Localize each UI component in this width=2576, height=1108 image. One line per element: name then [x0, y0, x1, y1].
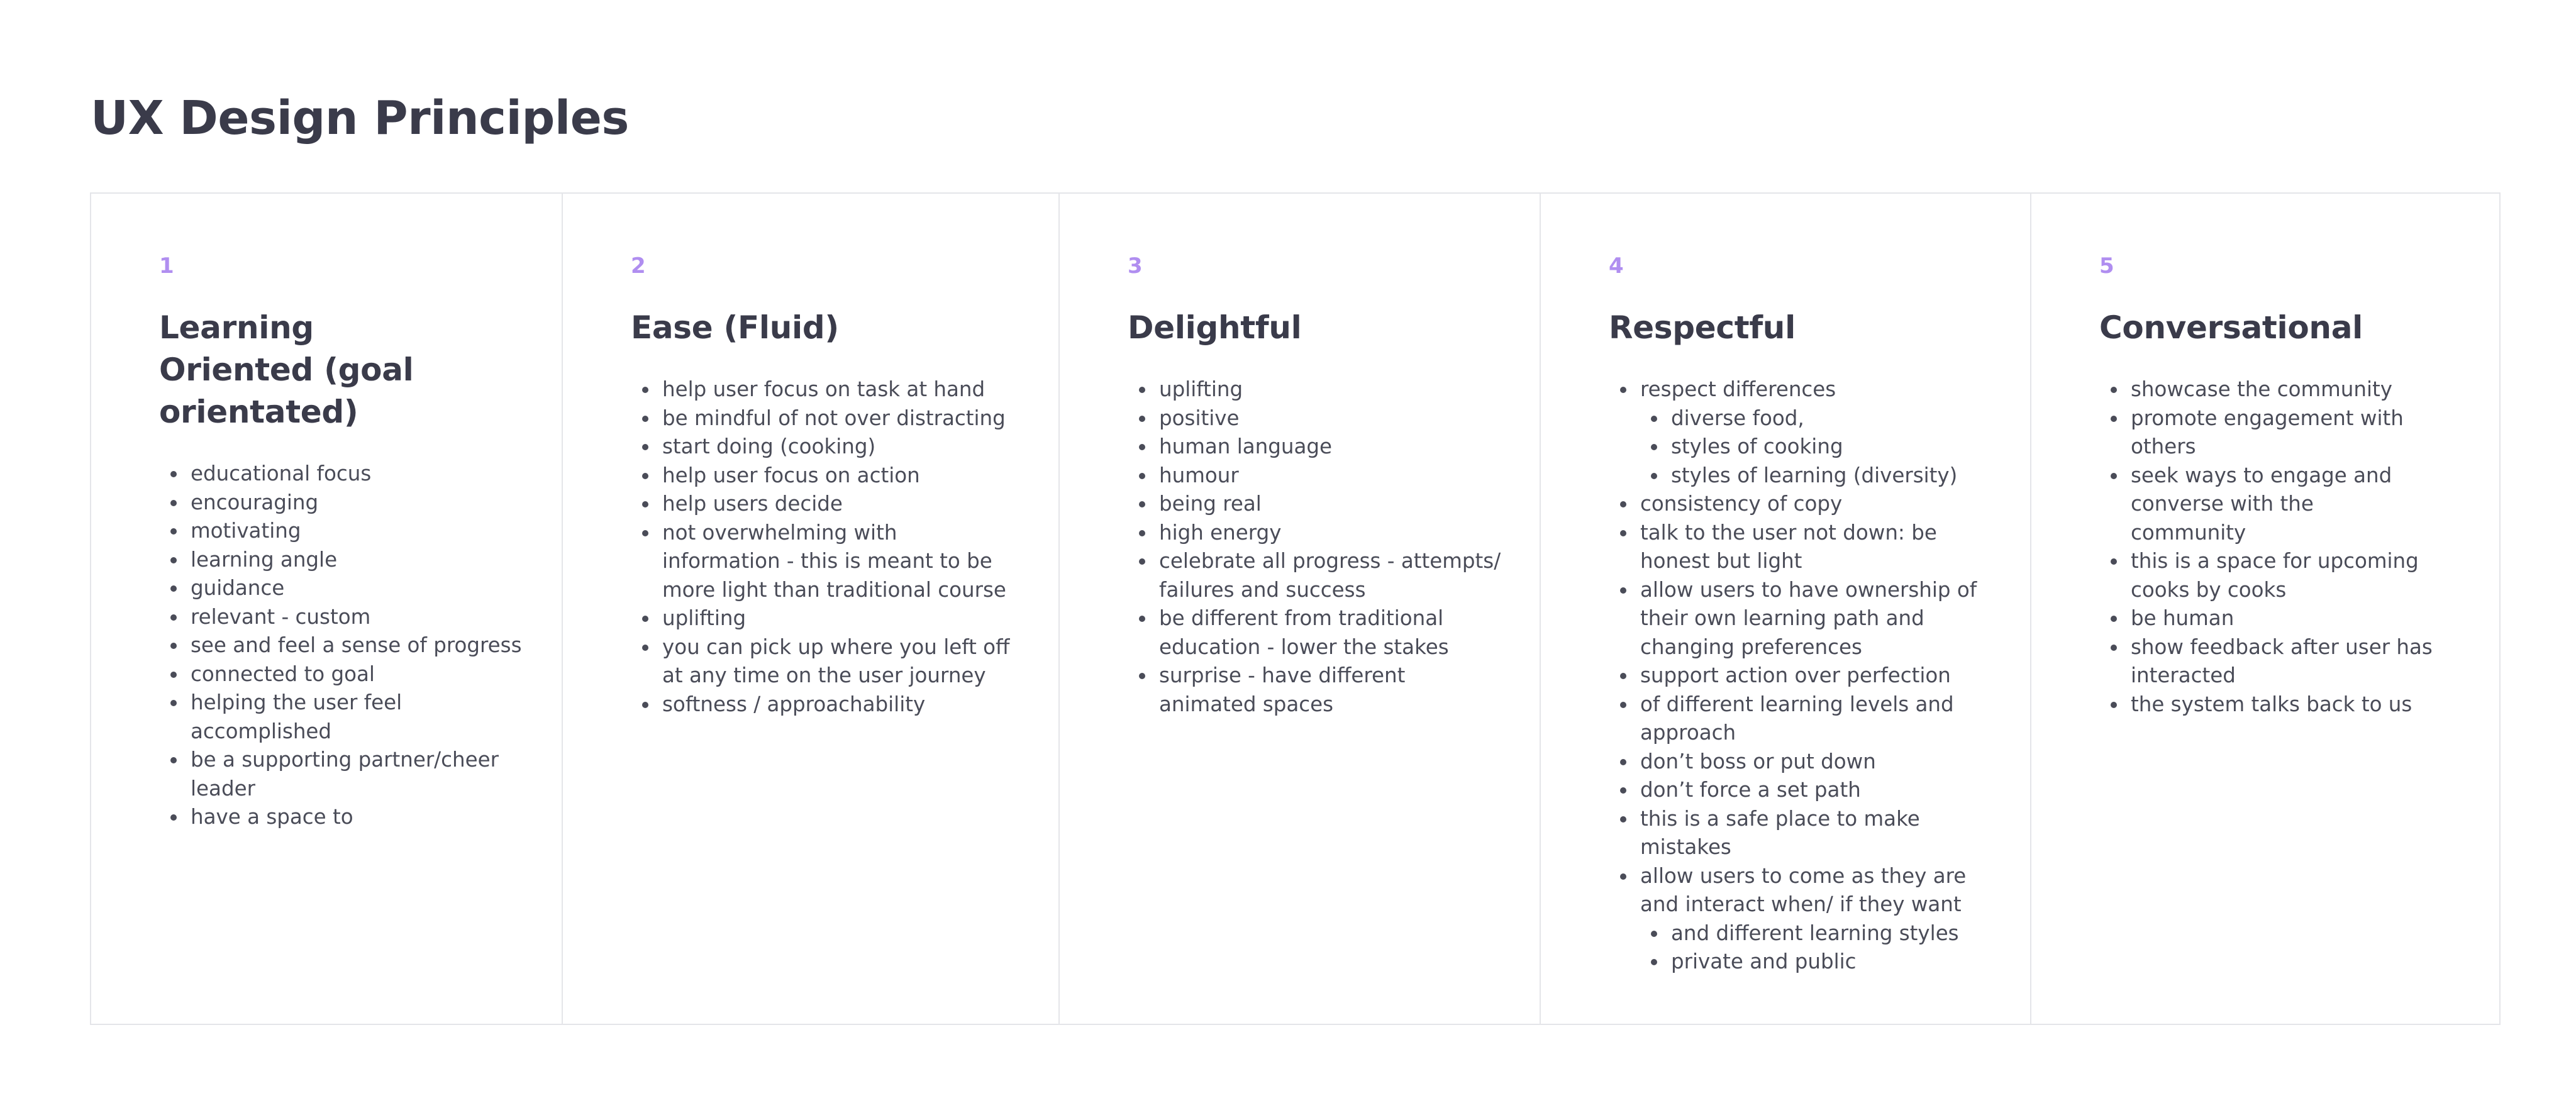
list-item: don’t force a set path [1609, 776, 1992, 805]
list-item: be mindful of not over distracting [631, 404, 1021, 433]
list-item: seek ways to engage and converse with the community [2099, 462, 2433, 548]
list-item: be human [2099, 604, 2433, 633]
list-item: humour [1128, 462, 1502, 490]
principle-list [631, 375, 1021, 719]
principle-card-3 [1060, 194, 1541, 1024]
principle-number: 1 [159, 253, 174, 279]
principle-number: 3 [1128, 253, 1143, 279]
list-item: you can pick up where you left off at any time on the user journey [631, 633, 1021, 690]
list-item: promote engagement with others [2099, 404, 2433, 462]
list-item: uplifting [631, 604, 1021, 633]
principle-list [1609, 375, 1992, 977]
list-item: this is a safe place to make mistakes [1609, 805, 1992, 862]
list-item: learning angle [159, 546, 524, 575]
list-item: surprise - have different animated spaces [1128, 662, 1502, 719]
principle-card-4 [1541, 194, 2031, 1024]
principle-card-1 [91, 194, 563, 1024]
list-item: this is a space for upcoming cooks by cooks [2099, 547, 2433, 604]
list-item: motivating [159, 517, 524, 546]
list-item: encouraging [159, 489, 524, 518]
list-item: start doing (cooking) [631, 433, 1021, 462]
list-item: consistency of copy [1609, 490, 1992, 519]
list-item: talk to the user not down: be honest but light [1609, 519, 1992, 576]
list-item: don’t boss or put down [1609, 748, 1992, 777]
principle-title: Delightful [1128, 309, 1302, 346]
sub-list-item: styles of learning (diversity) [1609, 462, 1992, 490]
list-item: high energy [1128, 519, 1502, 548]
principle-number: 5 [2099, 253, 2114, 279]
list-item: allow users to have ownership of their own learning path and changing preferences [1609, 576, 1992, 662]
list-item: connected to goal [159, 660, 524, 689]
principle-title: Ease (Fluid) [631, 309, 839, 346]
list-item: help user focus on task at hand [631, 375, 1021, 404]
list-item: be different from traditional education - lower the stakes [1128, 604, 1502, 662]
list-item: uplifting [1128, 375, 1502, 404]
list-item: be a supporting partner/cheer leader [159, 746, 524, 803]
principle-list [2099, 375, 2433, 719]
principle-card-5 [2031, 194, 2499, 1024]
principle-title: Learning Oriented (goal orientated) [159, 309, 414, 430]
list-item: show feedback after user has interacted [2099, 633, 2433, 690]
principle-number: 2 [631, 253, 646, 279]
sub-list-item: styles of cooking [1609, 433, 1992, 462]
principle-title: Conversational [2099, 309, 2363, 346]
list-item: respect differences [1609, 375, 1992, 404]
sub-list-item: and different learning styles [1609, 919, 1992, 948]
sub-list-item: private and public [1609, 948, 1992, 977]
principle-list [159, 460, 524, 832]
list-item: helping the user feel accomplished [159, 689, 524, 746]
principle-number: 4 [1609, 253, 1624, 279]
list-item: positive [1128, 404, 1502, 433]
sub-list-item: diverse food, [1609, 404, 1992, 433]
page-title: UX Design Principles [91, 91, 629, 145]
list-item: help user focus on action [631, 462, 1021, 490]
list-item: have a space to [159, 803, 524, 832]
list-item: see and feel a sense of progress [159, 631, 524, 660]
list-item: softness / approachability [631, 690, 1021, 719]
list-item: relevant - custom [159, 603, 524, 632]
list-item: support action over perfection [1609, 662, 1992, 690]
principles-grid [90, 192, 2501, 1025]
list-item: help users decide [631, 490, 1021, 519]
principle-list [1128, 375, 1502, 719]
list-item: of different learning levels and approach [1609, 690, 1992, 748]
list-item: being real [1128, 490, 1502, 519]
list-item: celebrate all progress - attempts/ failures and success [1128, 547, 1502, 604]
principle-card-2 [563, 194, 1060, 1024]
list-item: the system talks back to us [2099, 690, 2433, 719]
list-item: human language [1128, 433, 1502, 462]
list-item: not overwhelming with information - this is meant to be more light than traditional course [631, 519, 1021, 605]
list-item: educational focus [159, 460, 524, 489]
list-item: guidance [159, 574, 524, 603]
list-item: allow users to come as they are and interact when/ if they want [1609, 862, 1992, 919]
list-item: showcase the community [2099, 375, 2433, 404]
principle-title: Respectful [1609, 309, 1796, 346]
